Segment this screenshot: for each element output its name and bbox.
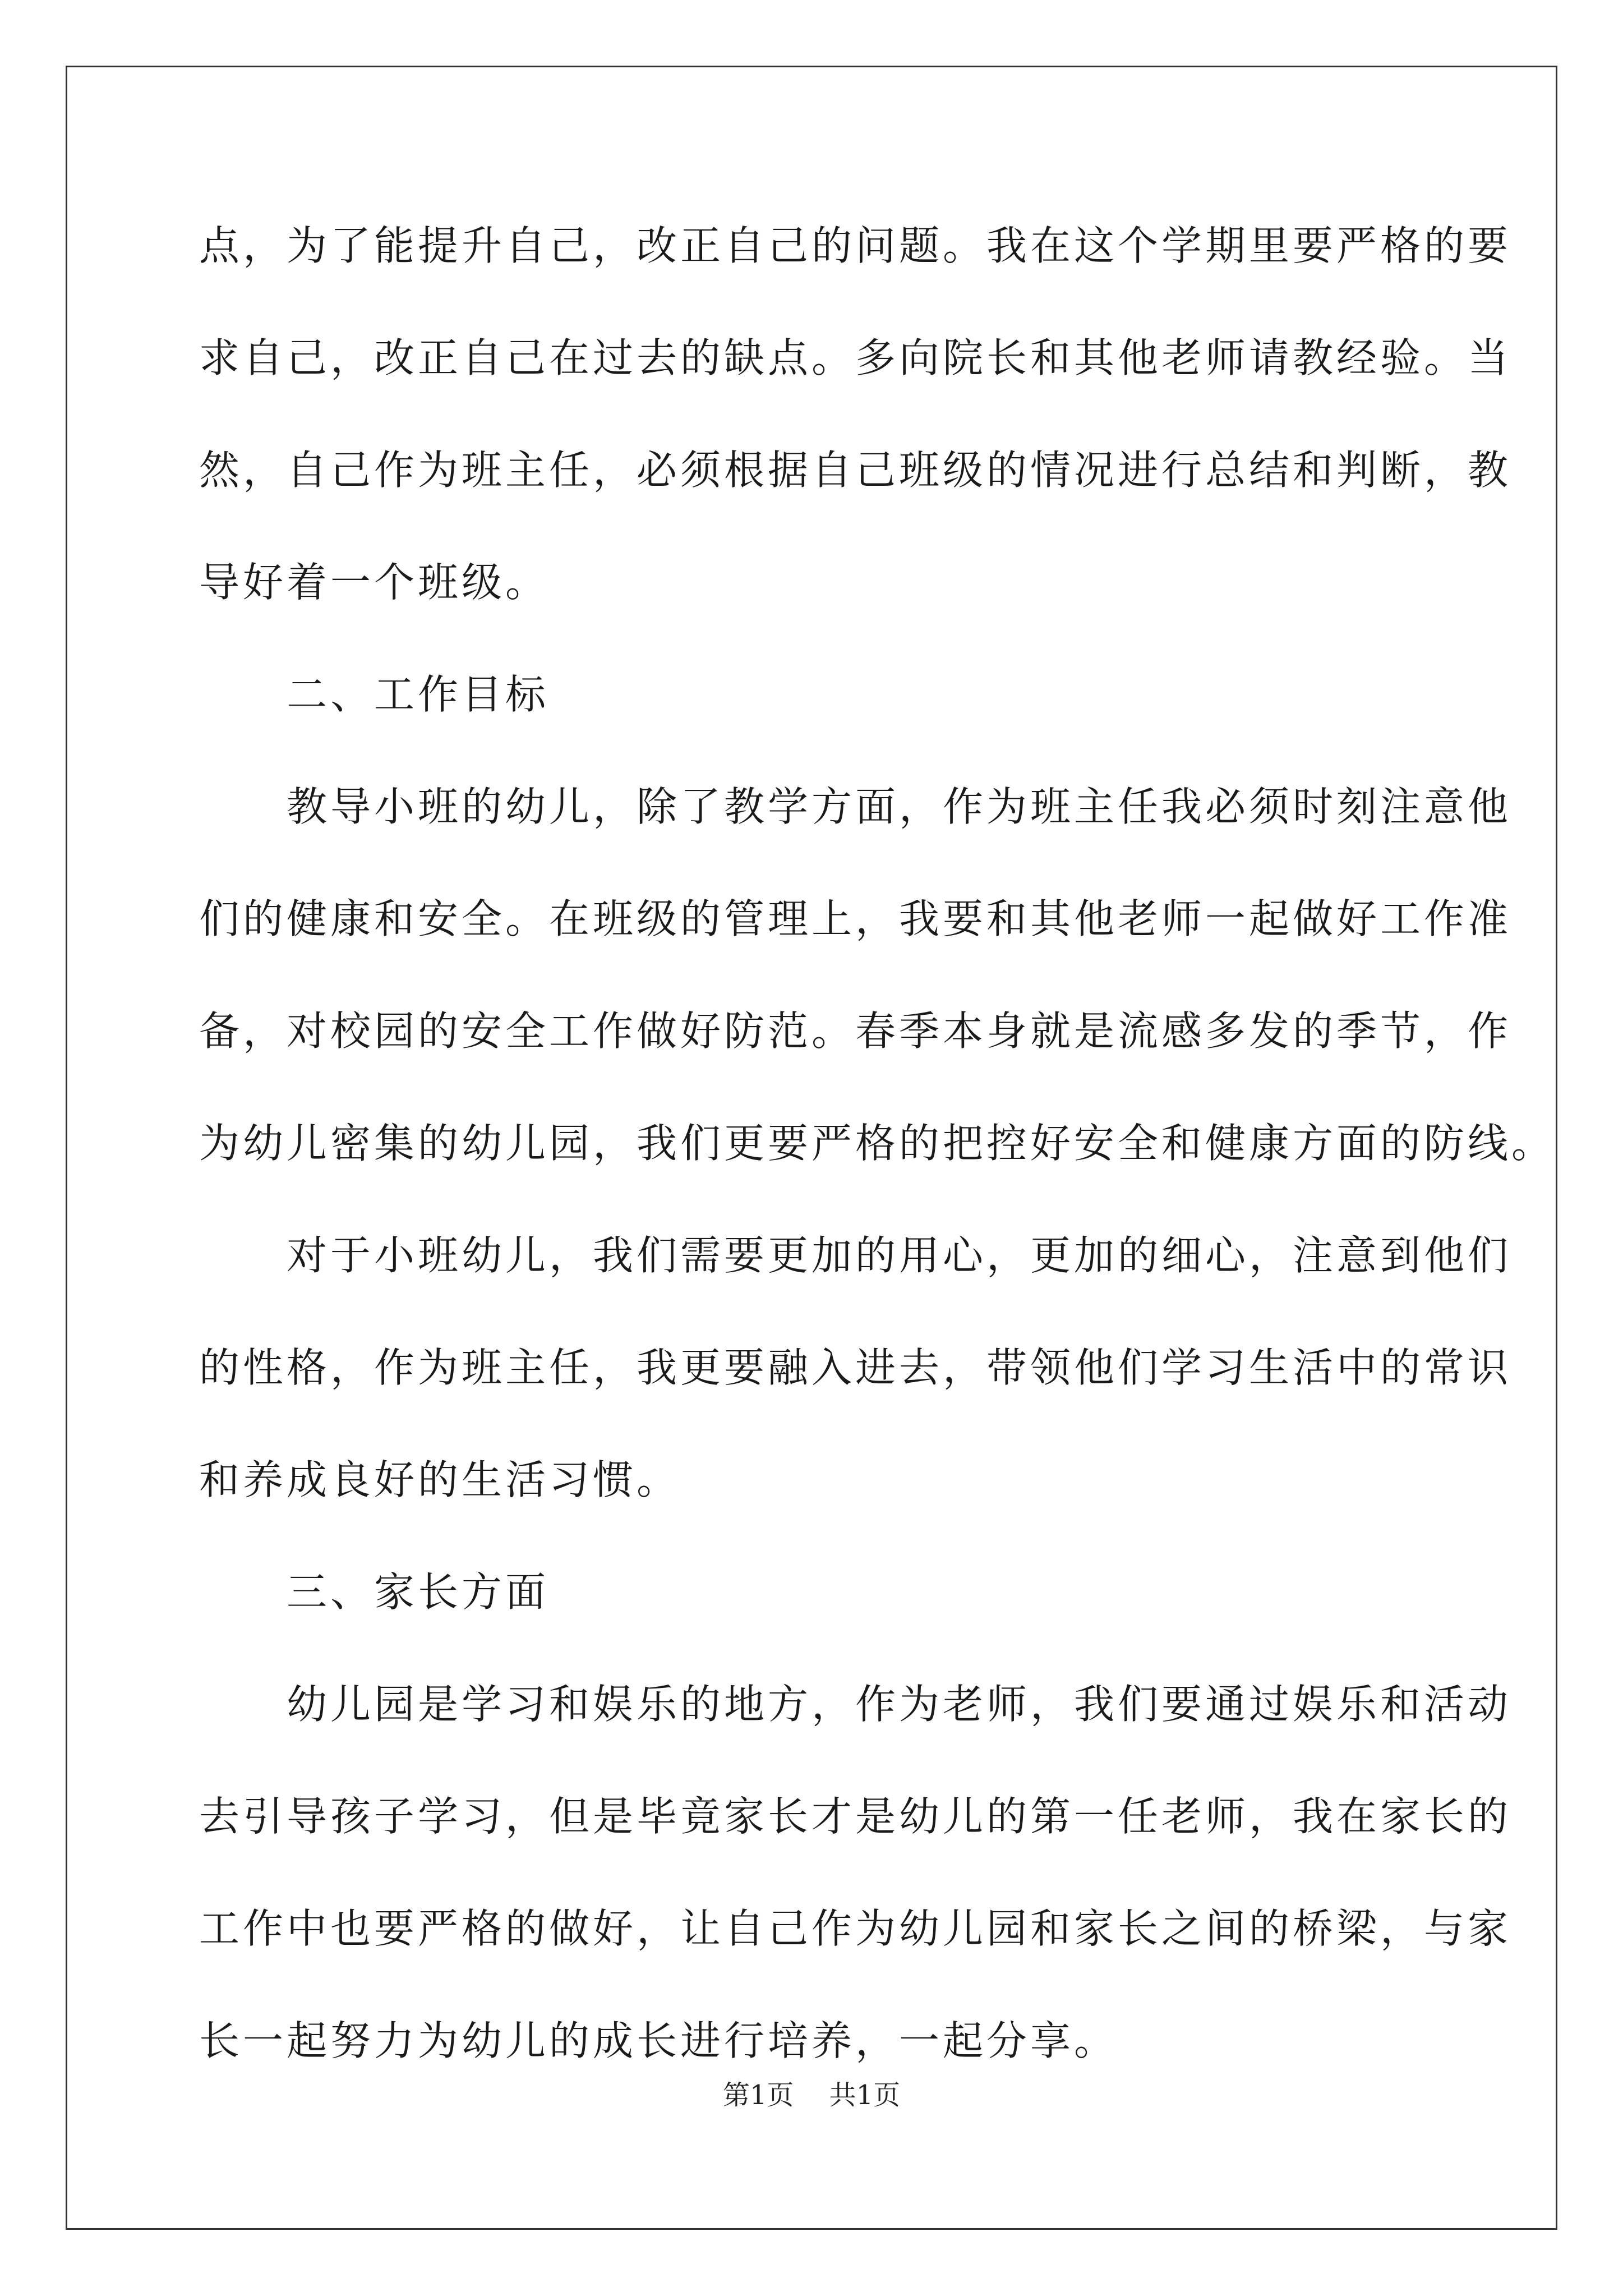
body-line: 对于小班幼儿，我们需要更加的用心，更加的细心，注意到他们 [199,1232,1512,1279]
body-line: 为幼儿密集的幼儿园，我们更要严格的把控好安全和健康方面的防线。 [199,1120,1556,1167]
page-footer [0,2078,1623,2112]
body-line: 们的健康和安全。在班级的管理上，我要和其他老师一起做好工作准 [199,895,1512,942]
body-line: 然，自己作为班主任，必须根据自己班级的情况进行总结和判断，教 [199,447,1512,494]
body-line: 点，为了能提升自己，改正自己的问题。我在这个学期里要严格的要 [199,222,1512,269]
body-line: 求自己，改正自己在过去的缺点。多向院长和其他老师请教经验。当 [199,334,1512,381]
body-line: 去引导孩子学习，但是毕竟家长才是幼儿的第一任老师，我在家长的 [199,1793,1512,1840]
page-number: 第1页 [722,2079,794,2111]
body-line: 的性格，作为班主任，我更要融入进去，带领他们学习生活中的常识 [199,1344,1512,1391]
body-line: 工作中也要严格的做好，让自己作为幼儿园和家长之间的桥梁，与家 [199,1905,1512,1952]
section-heading: 三、家长方面 [199,1568,550,1616]
body-line: 导好着一个班级。 [199,559,550,606]
body-line: 和养成良好的生活习惯。 [199,1456,681,1503]
body-line: 备，对校园的安全工作做好防范。春季本身就是流感多发的季节，作 [199,1007,1512,1055]
body-line: 长一起努力为幼儿的成长进行培养，一起分享。 [199,2017,1118,2064]
body-line: 幼儿园是学习和娱乐的地方，作为老师，我们要通过娱乐和活动 [199,1681,1512,1728]
document-body [199,219,1556,2126]
section-heading: 二、工作目标 [199,671,550,718]
page-total: 共1页 [829,2079,901,2111]
body-line: 教导小班的幼儿，除了教学方面，作为班主任我必须时刻注意他 [199,783,1512,830]
